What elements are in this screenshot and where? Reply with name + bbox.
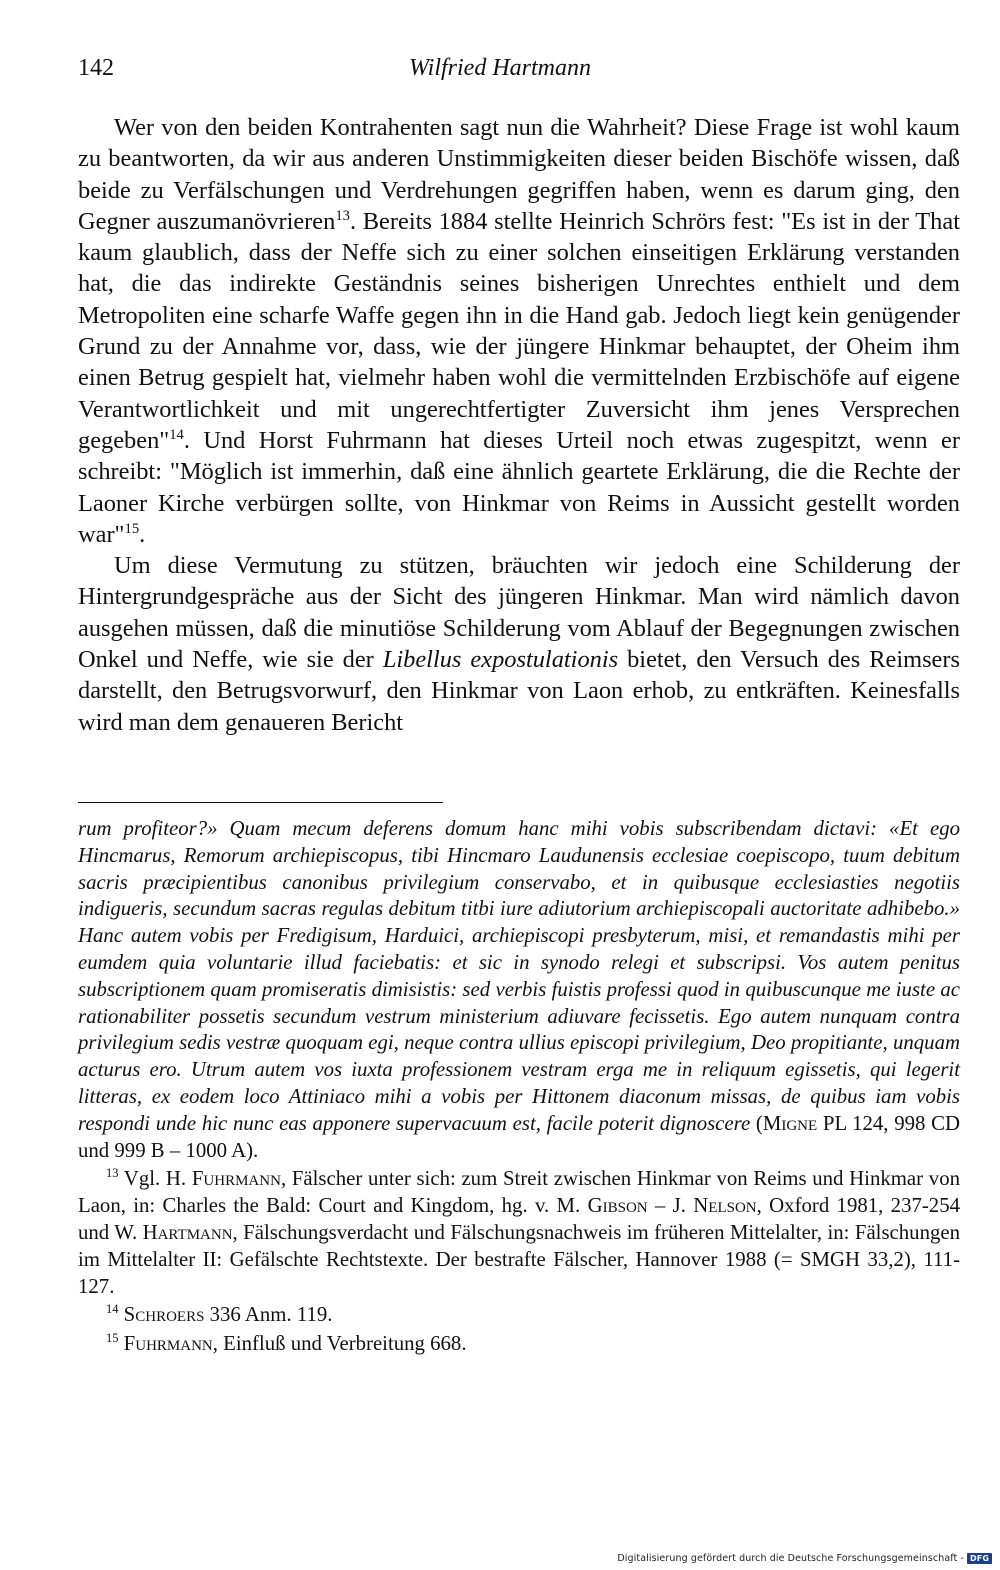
- author-name: Schroers: [123, 1303, 205, 1327]
- footnote-13: $^{13}$ Vgl. H. Fuhrmann, Fälscher unter sich: zum Streit zwischen Hinkmar von Reims und Hinkmar von Laon, in: Charles the Bald: Court and Kingdom, hg. v. M. Gibson – J. Nelson, Oxford 1981, 237-254 und W. Hartmann, Fälschungsverdacht und Fälschungsnachweis im früheren Mittelalter, in: Fälschungen im Mittelalter II: Gefälschte Rechtstexte. Der bestrafte Fälscher, Hannover 1988 (= SMGH 33,2), 111-127.: [78, 1166, 960, 1298]
- author-name: Nelson: [693, 1194, 757, 1218]
- digitization-credit: [617, 1553, 992, 1564]
- paragraph-text: bietet, den Versuch des Reimsers darstellt, den Betrugsvorwurf, den Hinkmar von Laon erhob, zu entkräften. Keinesfalls wird man dem genaueren Bericht: [78, 646, 960, 736]
- author-name: Fuhrmann: [123, 1332, 213, 1356]
- footnote-marker: 14: [169, 426, 184, 443]
- footnotes: [78, 816, 960, 1358]
- paragraph-text: . Bereits 1884 stellte Heinrich Schrörs fest: "Es ist in der That kaum glaublich, dass der Neffe sich zu einer solchen einseitigen Erklärung verstanden hat, die das indirekte Geständnis seines bisherigen Unrechtes enthielt und dem Metropoliten eine scharfe Waffe gegen ihn in die Hand gab. Jedoch liegt kein genügender Grund zu der Annahme vor, dass, wie der jüngere Hinkmar behauptet, der Oheim ihm einen Betrug gespielt hat, vielmehr haben wohl die vermittelnden Erzbischöfe auf eigene Verantwortlichkeit und mit ungerechtfertigter Zuversicht ihm jenes Versprechen gegeben": [78, 207, 960, 454]
- credit-text: Digitalisierung gefördert durch die Deutsche Forschungsgemeinschaft -: [617, 1553, 965, 1564]
- paragraph-1: [78, 112, 960, 550]
- main-text: [78, 112, 960, 738]
- latin-quote: rum profiteor?» Quam mecum deferens domum hanc mihi vobis subscribendam dictavi: «Et ego Hincmarus, Remorum archiepiscopus, tibi Hincmaro Laudunensis ecclesiae coepiscopo, tuum debitum sacris præcipientibus canonibus privilegium conservabo, et in quibusque ecclesiasties negotiis indigueris, secundum sacras regulas debitum titbi iure adiutorium archiepiscopali auctoritate adhibebo.» Hanc autem vobis per Fredigisum, Harduici, archiepiscopi presbyterum, misi, et remandastis mihi per eumdem quia voluntarie illud faciebatis: et sic in synodo relegi et subscripsi. Vos autem penitus subscriptionem quam promiseratis dimisistis: sed verbis fuistis professi quod in quibuscunque me iuste ac rationabiliter possetis secundum vestrum ministerium adiuvare fecissetis. Ego autem nunquam contra privilegium sedis vestræ quoquam egi, neque contra ullius episcopi privilegium, Deo propitiante, unquam acturus ero. Utrum autem vos iuxta professionem vestram erga me in reliquum egissetis, qui legerit litteras, ex eodem loco Attiniaco mihi a vobis per Hittonem diaconum missas, de quibus iam vobis respondi unde hic nunc eas apponere supervacuum est, facile poterit dignoscere: [78, 817, 960, 1135]
- footnote-15: $^{15}$ Fuhrmann, Einfluß und Verbreitung 668.: [106, 1331, 467, 1356]
- work-title: Libellus expostulationis: [382, 646, 619, 674]
- running-head: Wilfried Hartmann: [408, 55, 591, 81]
- citation: (Migne PL 124, 998 CD und 999 B – 1000 A).: [78, 1111, 960, 1162]
- footnote-marker: 13: [335, 207, 350, 224]
- footnote-number: 13: [106, 1166, 119, 1181]
- footnote-number: 14: [106, 1302, 119, 1317]
- footnote-number: 15: [106, 1331, 119, 1346]
- paragraph-2: [78, 550, 960, 738]
- footnote-continuation: [78, 816, 960, 1164]
- author-name: Hartmann: [142, 1220, 233, 1244]
- footnote-14: $^{14}$ Schroers 336 Anm. 119.: [106, 1302, 333, 1327]
- paragraph-text: .: [139, 520, 146, 548]
- paragraph-text: Um diese Vermutung zu stützen, bräuchten wir jedoch eine Schilderung der Hintergrundgespräche aus der Sicht des jüngeren Hinkmar. Man wird nämlich davon ausgehen müssen, daß die minutiöse Schilderung vom Ablauf der Begegnungen zwischen Onkel und Neffe, wie sie der: [78, 552, 960, 674]
- paragraph-text: . Und Horst Fuhrmann hat dieses Urteil noch etwas zugespitzt, wenn er schreibt: "Möglich ist immerhin, daß eine ähnlich geartete Erklärung, die die Rechte der Laoner Kirche verbürgen sollte, von Hinkmar von Reims in Aussicht gestellt worden war": [78, 426, 960, 548]
- footnote-rule: [78, 802, 443, 803]
- author-name: Gibson: [587, 1194, 648, 1218]
- author-name: Fuhrmann: [191, 1167, 281, 1191]
- page-number: 142: [78, 55, 114, 81]
- footnote-marker: 15: [124, 520, 140, 537]
- paragraph-text: Wer von den beiden Kontrahenten sagt nun die Wahrheit? Diese Frage ist wohl kaum zu beantworten, da wir aus anderen Unstimmigkeiten dieser beiden Bischöfe wissen, daß beide zu Verfälschungen und Verdrehungen gegriffen haben, wenn es darum ging, den Gegner auszumanövrieren: [78, 114, 960, 235]
- dfg-logo: DFG: [967, 1553, 992, 1564]
